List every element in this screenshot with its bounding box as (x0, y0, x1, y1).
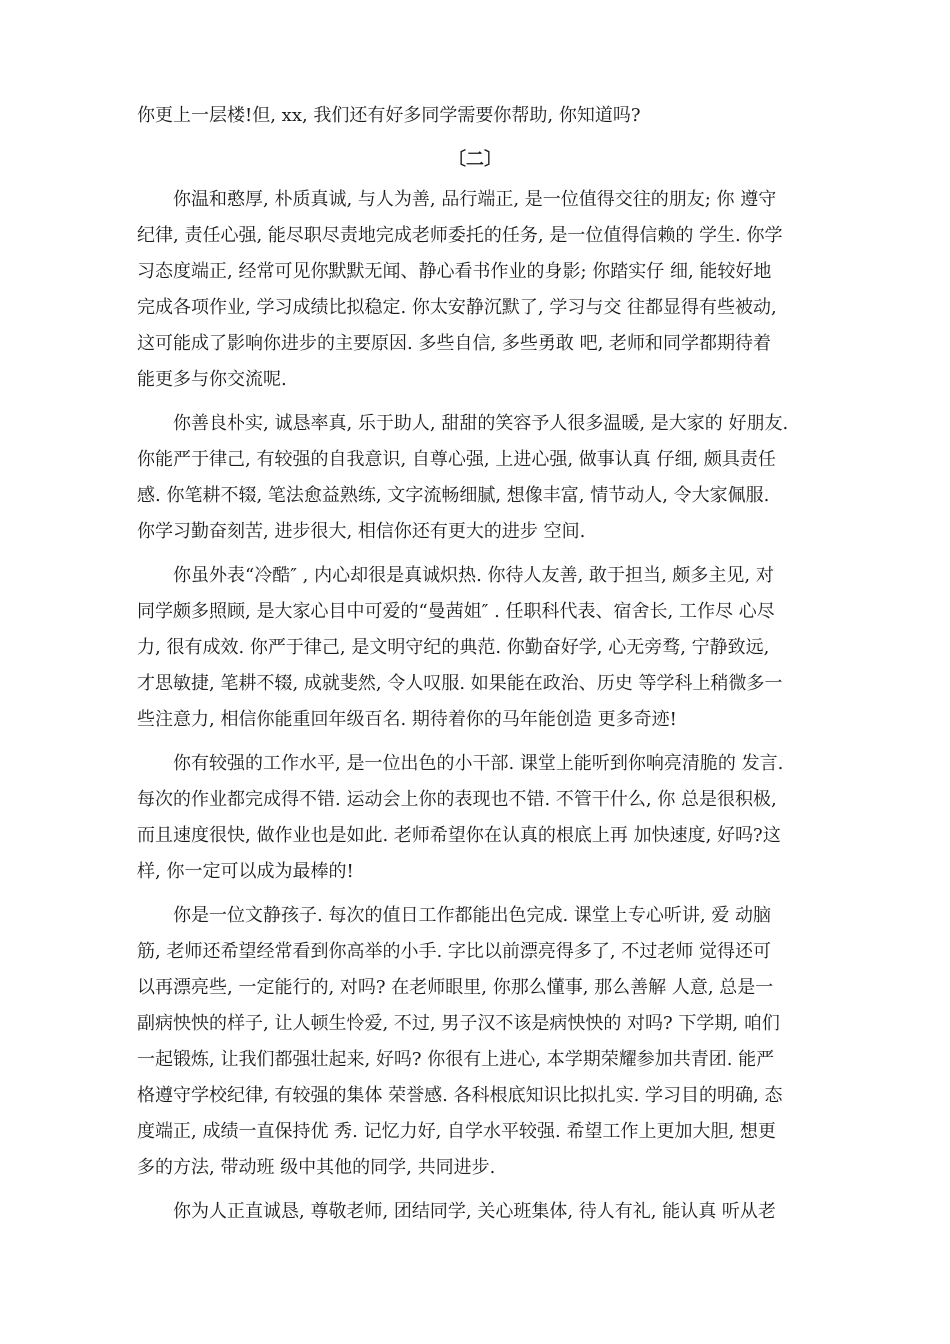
paragraph-line: 多的方法, 带动班 级中其他的同学, 共同进步. (137, 1157, 496, 1178)
paragraph-line: 你是一位文静孩子. 每次的值日工作都能出色完成. 课堂上专心听讲, 爱 动脑 (173, 905, 772, 926)
paragraph-line: 力, 很有成效. 你严于律己, 是文明守纪的典范. 你勤奋好学, 心无旁骛, 宁静致远, (137, 637, 770, 658)
paragraph-line: 同学颇多照顾, 是大家心目中可爱的“曼茜姐″ . 任职科代表、宿舍长, 工作尽 心尽 (137, 601, 775, 622)
paragraph-line: 筋, 老师还希望经常看到你高举的小手. 字比以前漂亮得多了, 不过老师 觉得还可 (137, 941, 772, 962)
paragraph-line: 格遵守学校纪律, 有较强的集体 荣誉感. 各科根底知识比拟扎实. 学习目的明确, 态 (137, 1085, 783, 1106)
intro-line: 你更上一层楼!但, xx, 我们还有好多同学需要你帮助, 你知道吗? (137, 105, 641, 126)
paragraph-line: 完成各项作业, 学习成绩比拟稳定. 你太安静沉默了, 学习与交 往都显得有些被动, (137, 297, 777, 318)
paragraph-line: 才思敏捷, 笔耕不辍, 成就斐然, 令人叹服. 如果能在政治、历史 等学科上稍微多一 (137, 673, 783, 694)
paragraph-line: 而且速度很快, 做作业也是如此. 老师希望你在认真的根底上再 加快速度, 好吗?这 (137, 825, 781, 846)
paragraph-line: 一起锻炼, 让我们都强壮起来, 好吗? 你很有上进心, 本学期荣耀参加共青团. 能严 (137, 1049, 775, 1070)
paragraph-line: 你为人正直诚恳, 尊敬老师, 团结同学, 关心班集体, 待人有礼, 能认真 听从老 (173, 1201, 776, 1222)
paragraph-line: 以再漂亮些, 一定能行的, 对吗? 在老师眼里, 你那么懂事, 那么善解 人意, 总是一 (137, 977, 774, 998)
paragraph-line: 你学习勤奋刻苦, 进步很大, 相信你还有更大的进步 空间. (137, 521, 586, 542)
paragraph-line: 度端正, 成绩一直保持优 秀. 记忆力好, 自学水平较强. 希望工作上更加大胆, 想更 (137, 1121, 776, 1142)
paragraph-line: 副病怏怏的样子, 让人顿生怜爱, 不过, 男子汉不该是病怏怏的 对吗? 下学期, 咱们 (137, 1013, 780, 1034)
paragraph-line: 你有较强的工作水平, 是一位出色的小干部. 课堂上能听到你响亮清脆的 发言. (173, 753, 784, 774)
paragraph-line: 你虽外表“冷酷″ , 内心却很是真诚炽热. 你待人友善, 敢于担当, 颇多主见, 对 (173, 565, 774, 586)
paragraph-line: 每次的作业都完成得不错. 运动会上你的表现也不错. 不管干什么, 你 总是很积极, (137, 789, 777, 810)
paragraph-line: 你善良朴实, 诚恳率真, 乐于助人, 甜甜的笑容予人很多温暖, 是大家的 好朋友. (173, 413, 789, 434)
paragraph-line: 你温和憨厚, 朴质真诚, 与人为善, 品行端正, 是一位值得交往的朋友; 你 遵守 (173, 189, 777, 210)
paragraph-line: 感. 你笔耕不辍, 笔法愈益熟练, 文字流畅细腻, 想像丰富, 情节动人, 令大家佩服. (137, 485, 770, 506)
paragraph-line: 样, 你一定可以成为最棒的! (137, 861, 354, 882)
paragraph-line: 这可能成了影响你进步的主要原因. 多些自信, 多些勇敢 吧, 老师和同学都期待着 (137, 333, 772, 354)
section-heading: 〔二〕 (448, 149, 502, 170)
paragraph-line: 纪律, 责任心强, 能尽职尽责地完成老师委托的任务, 是一位值得信赖的 学生. 你学 (137, 225, 783, 246)
paragraph-line: 些注意力, 相信你能重回年级百名. 期待着你的马年能创造 更多奇迹! (137, 709, 677, 730)
paragraph-line: 习态度端正, 经常可见你默默无闻、静心看书作业的身影; 你踏实仔 细, 能较好地 (137, 261, 772, 282)
paragraph-line: 能更多与你交流呢. (137, 369, 287, 390)
paragraph-line: 你能严于律己, 有较强的自我意识, 自尊心强, 上进心强, 做事认真 仔细, 颇具责任 (137, 449, 776, 470)
